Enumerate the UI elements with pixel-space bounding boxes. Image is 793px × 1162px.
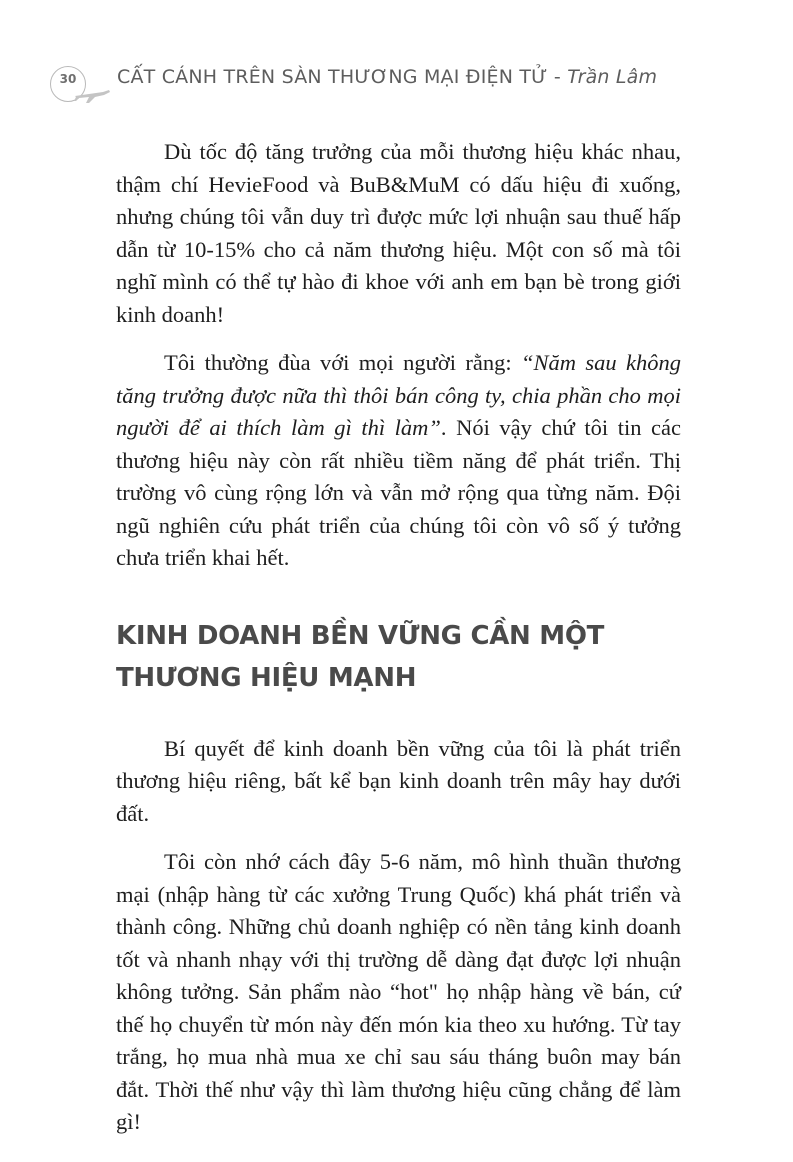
book-title: CẤT CÁNH TRÊN SÀN THƯƠNG MẠI ĐIỆN TỬ bbox=[117, 66, 548, 88]
airplane-icon bbox=[73, 82, 111, 104]
paragraph-3: Bí quyết để kinh doanh bền vững của tôi là phát triển thương hiệu riêng, bất kể bạn kinh doanh trên mây hay dưới đất. bbox=[116, 735, 681, 826]
page-number: 30 bbox=[59, 72, 77, 86]
section-heading: KINH DOANH BỀN VỮNG CẦN MỘT THƯƠNG HIỆU MẠNH bbox=[116, 620, 605, 693]
paragraph-2-intro: Tôi thường đùa với mọi người rằng: bbox=[164, 350, 521, 375]
title-separator: - bbox=[547, 66, 568, 88]
page-content bbox=[116, 136, 681, 1155]
paragraph-2 bbox=[116, 347, 681, 575]
paragraph-1: Dù tốc độ tăng trưởng của mỗi thương hiệu khác nhau, thậm chí HevieFood và BuB&MuM có dấu hiệu đi xuống, nhưng chúng tôi vẫn duy trì được mức lợi nhuận sau thuế hấp dẫn từ 10-15% cho cả năm thương hiệu. Một con số mà tôi nghĩ mình có thể tự hào đi khoe với anh em bạn bè trong giới kinh doanh! bbox=[116, 139, 681, 327]
author-name: Trần Lâm bbox=[567, 66, 658, 88]
running-head bbox=[117, 66, 657, 88]
paragraph-4: Tôi còn nhớ cách đây 5-6 năm, mô hình thuần thương mại (nhập hàng từ các xưởng Trung Quốc) khá phát triển và thành công. Những chủ doanh nghiệp có nền tảng kinh doanh tốt và nhanh nhạy với thị trường dễ dàng đạt được lợi nhuận không tưởng. Sản phẩm nào “hot" họ nhập hàng về bán, cứ thế họ chuyển từ món này đến món kia theo xu hướng. Từ tay trắng, họ mua nhà mua xe chỉ sau sáu tháng buôn may bán đắt. Thời thế như vậy thì làm thương hiệu cũng chẳng để làm gì! bbox=[116, 849, 681, 1134]
paragraph-2-rest: . Nói vậy chứ tôi tin các thương hiệu này còn rất nhiều tiềm năng để phát triển. Thị trường vô cùng rộng lớn và vẫn mở rộng qua từng năm. Đội ngũ nghiên cứu phát triển của chúng tôi còn vô số ý tưởng chưa triển khai hết. bbox=[116, 415, 681, 570]
page-header bbox=[0, 0, 793, 110]
paragraph-2-quote: “Năm sau không tăng trưởng được nữa thì thôi bán công ty, chia phần cho mọi người để ai thích làm gì thì làm” bbox=[116, 350, 681, 440]
